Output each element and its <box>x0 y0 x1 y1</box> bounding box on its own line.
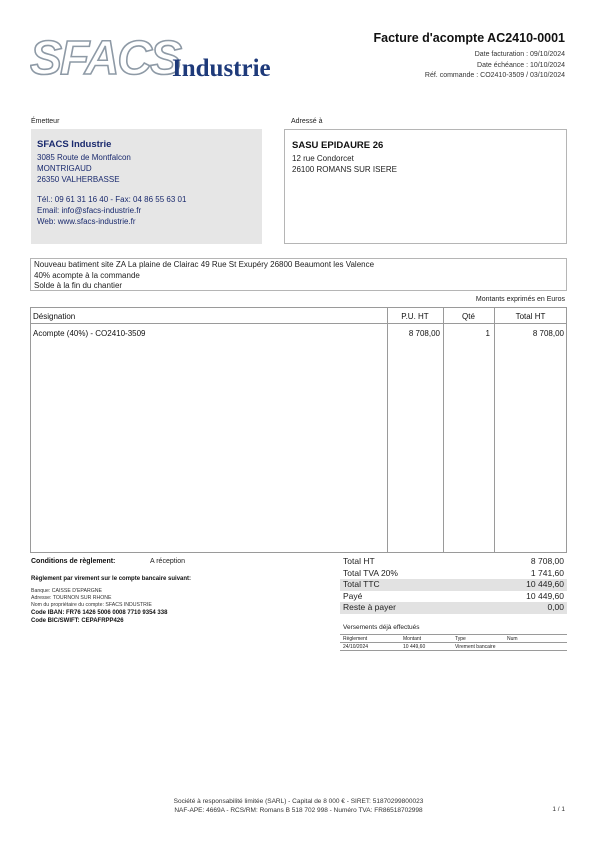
note-line-1: Nouveau batiment site ZA La plaine de Clairac 49 Rue St Exupéry 26800 Beaumont les Valence <box>34 260 375 269</box>
payments-header-type: Type <box>455 636 466 642</box>
remaining-label: Reste à payer <box>343 602 396 612</box>
total-ht-label: Total HT <box>343 556 375 566</box>
header-qte: Qté <box>462 312 475 321</box>
payments-row <box>340 643 567 651</box>
date-echeance: Date échéance : 10/10/2024 <box>477 61 565 69</box>
footer-line-1: Société à responsabilité limitée (SARL) - Capital de 8 000 € - SIRET: 51870299800023 <box>173 798 424 805</box>
page-number: 1 / 1 <box>552 806 565 813</box>
header-pu-ht: P.U. HT <box>401 312 429 321</box>
account-owner: Nom du propriétaire du compte: SFACS INDUSTRIE <box>31 602 152 608</box>
column-divider <box>494 308 495 552</box>
remaining-row <box>340 602 567 614</box>
logo-graphic <box>30 30 290 85</box>
items-table <box>30 307 567 553</box>
bic-swift: Code BIC/SWIFT: CEPAFRPP426 <box>31 618 124 624</box>
payments-title: Versements déjà effectués <box>343 624 420 631</box>
footer-line-2: NAF-APE: 4669A - RCS/RM: Romans B 518 702 998 - Numéro TVA: FR86518702998 <box>174 807 423 814</box>
emitter-address-2: MONTRIGAUD <box>37 164 92 173</box>
paid-row <box>340 591 567 603</box>
payment-date: 24/10/2024 <box>343 644 369 650</box>
emitter-web: Web: www.sfacs-industrie.fr <box>37 217 136 226</box>
total-ht-value: 8 708,00 <box>530 556 564 566</box>
conditions-value: A réception <box>150 558 186 565</box>
total-tva-value: 1 741,60 <box>530 567 564 578</box>
payment-type: Virement bancaire <box>455 644 496 650</box>
row-qte: 1 <box>485 329 490 338</box>
emitter-address-1: 3085 Route de Montfalcon <box>37 153 131 162</box>
recipient-name: SASU EPIDAURE 26 <box>292 140 384 151</box>
row-designation: Acompte (40%) - CO2410-3509 <box>33 329 146 338</box>
legal-footer <box>30 797 567 815</box>
total-tva-row <box>340 568 567 580</box>
emitter-label: Émetteur <box>31 118 60 125</box>
payments-header-reglement: Règlement <box>343 636 368 642</box>
recipient-label: Adressé à <box>291 118 323 125</box>
invoice-notes <box>30 258 567 291</box>
emitter-name: SFACS Industrie <box>37 139 112 150</box>
note-line-2: 40% acompte à la commande <box>34 270 140 280</box>
logo-main-text: SFACS <box>30 32 181 85</box>
iban: Code IBAN: FR76 1426 5006 0008 7710 9354 338 <box>31 610 168 616</box>
logo-sub-text: Industrie <box>172 55 271 82</box>
header-total-ht: Total HT <box>515 312 546 321</box>
total-ttc-value: 10 449,60 <box>526 579 564 589</box>
emitter-address-3: 26350 VALHERBASSE <box>37 175 120 184</box>
row-pu-ht: 8 708,00 <box>408 329 440 338</box>
row-total-ht: 8 708,00 <box>532 329 564 338</box>
total-ht-row <box>340 556 567 568</box>
recipient-block <box>284 129 567 244</box>
company-logo <box>30 30 290 85</box>
payments-header-montant: Montant <box>403 636 422 642</box>
recipient-address-2: 26100 ROMANS SUR ISERE <box>292 165 397 174</box>
remaining-value: 0,00 <box>547 602 564 612</box>
emitter-email: Email: info@sfacs-industrie.fr <box>37 206 142 215</box>
payments-header-num: Num <box>507 636 518 642</box>
total-ttc-label: Total TTC <box>343 579 380 589</box>
column-divider <box>443 308 444 552</box>
bank-name: Banque: CAISSE D'EPARGNE <box>31 588 102 594</box>
recipient-address-1: 12 rue Condorcet <box>292 154 354 163</box>
paid-value: 10 449,60 <box>526 590 564 601</box>
date-facturation: Date facturation : 09/10/2024 <box>474 51 565 58</box>
header-designation: Désignation <box>33 312 76 321</box>
total-ttc-row <box>340 579 567 591</box>
bank-address: Adresse: TOURNON SUR RHONE <box>31 595 112 601</box>
invoice-title: Facture d'acompte AC2410-0001 <box>373 31 565 45</box>
invoice-meta <box>425 50 565 82</box>
payments-table <box>340 634 567 651</box>
bank-details <box>31 588 167 625</box>
payment-amount: 10 449,60 <box>403 644 426 650</box>
column-divider <box>387 308 388 552</box>
ref-commande: Réf. commande : CO2410-3509 / 03/10/2024 <box>424 72 565 79</box>
paid-label: Payé <box>343 590 363 601</box>
currency-note: Montants exprimés en Euros <box>475 296 565 303</box>
payments-header-row <box>340 635 567 643</box>
conditions-label: Conditions de règlement: <box>31 558 116 565</box>
note-line-3: Solde à la fin du chantier <box>34 281 123 290</box>
emitter-block <box>31 129 262 244</box>
total-tva-label: Total TVA 20% <box>343 567 398 578</box>
bank-transfer-title: Règlement par virement sur le compte bancaire suivant: <box>31 576 192 582</box>
totals-block <box>340 556 567 614</box>
emitter-phone: Tél.: 09 61 31 16 40 - Fax: 04 86 55 63 01 <box>37 195 187 204</box>
